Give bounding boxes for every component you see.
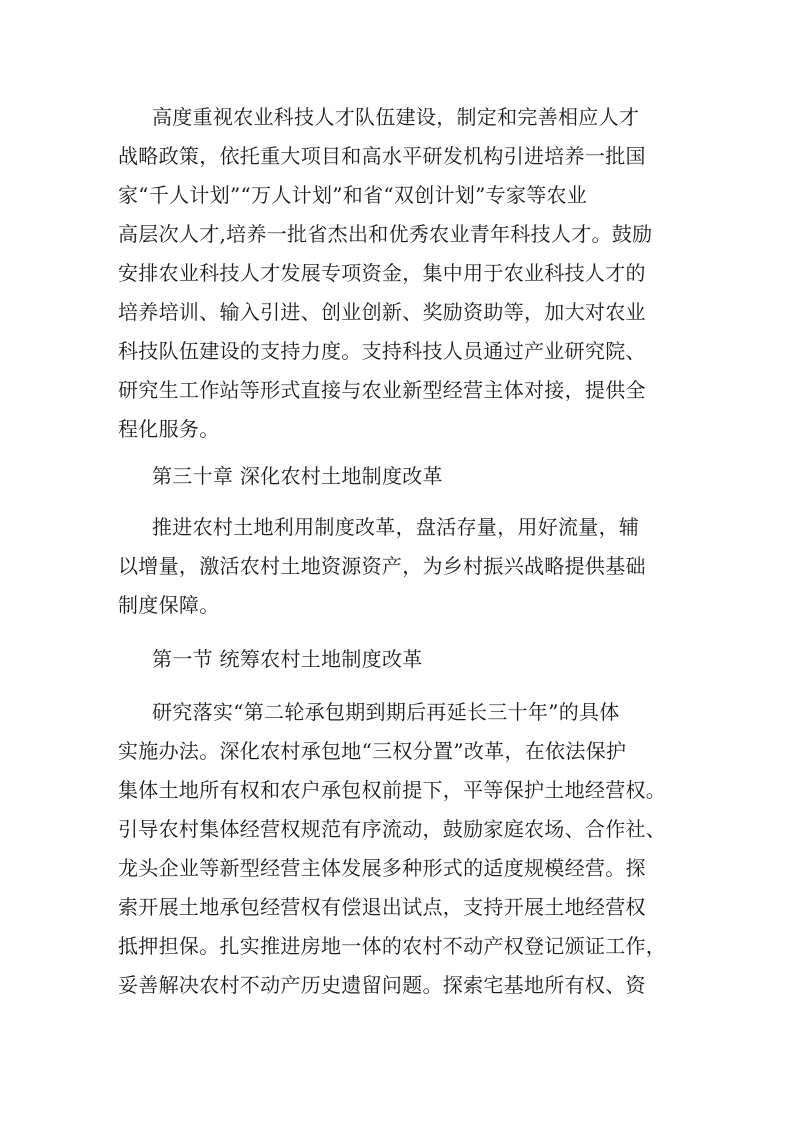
paragraph-line: 研究生工作站等形式直接与农业新型经营主体对接，提供全	[118, 378, 646, 402]
paragraph-line: 安排农业科技人才发展专项资金，集中用于农业科技人才的	[118, 261, 646, 285]
paragraph-line: 推进农村土地利用制度改革，盘活存量，用好流量，辅	[152, 515, 640, 539]
paragraph-line: 龙头企业等新型经营主体发展多种形式的适度规模经营。探	[118, 856, 646, 880]
paragraph-line: 程化服务。	[118, 417, 220, 441]
paragraph-line: 培养培训、输入引进、创业创新、奖励资助等，加大对农业	[118, 300, 646, 324]
paragraph-line: 制度保障。	[118, 593, 220, 617]
paragraph-line: 引导农村集体经营权规范有序流动，鼓励家庭农场、合作社、	[118, 817, 667, 841]
paragraph-line: 集体土地所有权和农户承包权前提下，平等保护土地经营权。	[118, 778, 667, 802]
paragraph-line: 实施办法。深化农村承包地“三权分置”改革，在依法保护	[118, 739, 627, 763]
paragraph-line: 家“千人计划”“万人计划”和省“双创计划”专家等农业	[118, 183, 588, 207]
paragraph-line: 索开展土地承包经营权有偿退出试点，支持开展土地经营权	[118, 895, 646, 919]
paragraph-line: 科技队伍建设的支持力度。支持科技人员通过产业研究院、	[118, 339, 646, 363]
paragraph-line: 研究落实“第二轮承包期到期后再延长三十年”的具体	[152, 700, 620, 724]
paragraph-line: 妥善解决农村不动产历史遗留问题。探索宅基地所有权、资	[118, 973, 646, 997]
paragraph-line: 高层次人才,培养一批省杰出和优秀农业青年科技人才。鼓励	[118, 222, 653, 246]
paragraph-line: 抵押担保。扎实推进房地一体的农村不动产权登记颁证工作，	[118, 934, 667, 958]
paragraph-line: 以增量，激活农村土地资源资产，为乡村振兴战略提供基础	[118, 554, 646, 578]
section-heading: 第一节 统筹农村土地制度改革	[152, 647, 423, 671]
chapter-heading: 第三十章 深化农村土地制度改革	[152, 464, 443, 488]
paragraph-line: 战略政策，依托重大项目和高水平研发机构引进培养一批国	[118, 144, 646, 168]
paragraph-line: 高度重视农业科技人才队伍建设，制定和完善相应人才	[152, 105, 640, 129]
